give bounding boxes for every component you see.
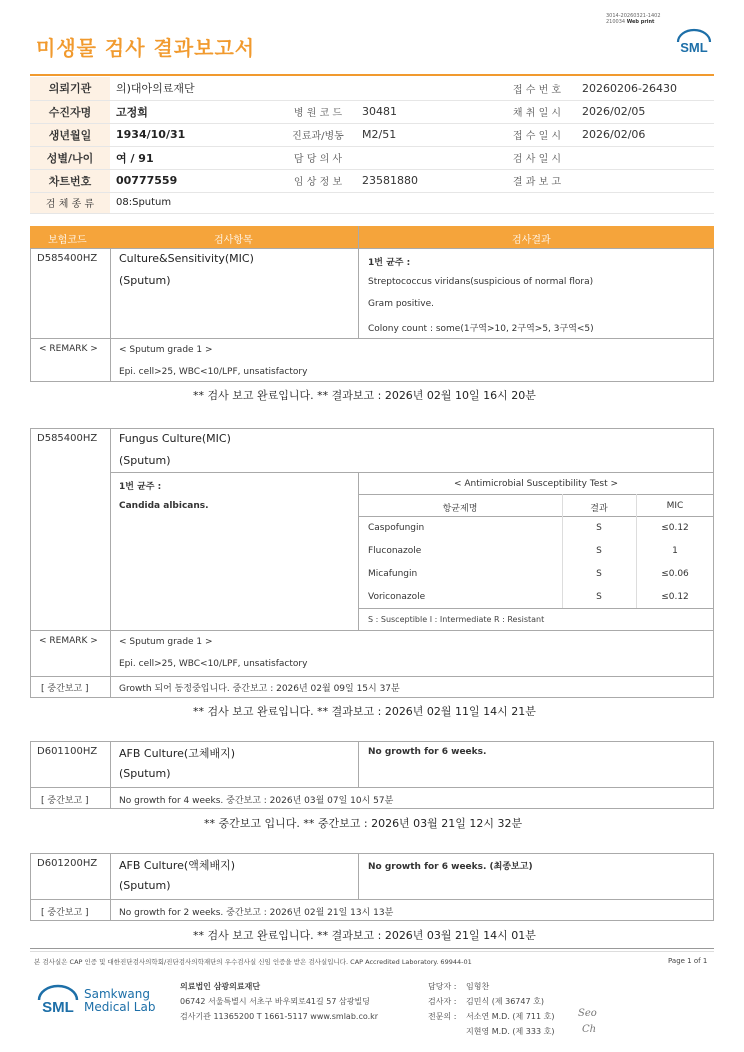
divider (30, 899, 714, 900)
block3-interim: No growth for 4 weeks. 중간보고 : 2026년 03월 07일 10시 57분 (119, 796, 394, 806)
block1-remark-label: < REMARK > (39, 344, 98, 354)
block3-item: AFB Culture(고체배지) (119, 747, 236, 760)
staff1-label: 담당자 : (428, 982, 457, 991)
value-referrer: 의)대아의료재단 (110, 77, 498, 100)
result-block-2 (30, 428, 714, 698)
ast-drug: Caspofungin (368, 523, 425, 533)
label-sex-age: 성별/나이 (30, 146, 110, 169)
ast-drug: Voriconazole (368, 592, 426, 602)
ast-drug: Micafungin (368, 569, 418, 579)
ast-drug: Fluconazole (368, 546, 422, 556)
value-doctor (356, 146, 498, 169)
label-hospital-code: 병 원 코 드 (280, 100, 356, 123)
page-number: Page 1 of 1 (668, 957, 708, 965)
divider (358, 472, 359, 630)
block2-organism: Candida albicans. (119, 501, 209, 511)
ast-mic: ≤0.06 (661, 569, 689, 579)
divider (110, 741, 111, 809)
patient-info-table (30, 77, 714, 214)
footer-rule (30, 951, 714, 952)
block2-remark-label: < REMARK > (39, 636, 98, 646)
value-receipt-no: 20260206-26430 (576, 77, 714, 100)
staff4-name: 지현영 M.D. (제 333 호) (466, 1027, 555, 1036)
org-name: 의료법인 삼광의료재단 (180, 982, 261, 991)
patient-row (30, 123, 714, 146)
label-result-report: 결 과 보 고 (498, 169, 576, 192)
footer-logo-text: SML (42, 999, 74, 1016)
value-hospital-code: 30481 (356, 100, 498, 123)
label-receipt-date: 접 수 일 시 (498, 123, 576, 146)
value-test-date (576, 146, 714, 169)
col-insurance-code: 보험코드 (48, 235, 87, 246)
ast-result: S (596, 592, 602, 602)
divider (110, 853, 111, 921)
label-test-date: 검 사 일 시 (498, 146, 576, 169)
block1-colony: Colony count : some(1구역>10, 2구역>5, 3구역<5) (368, 324, 594, 334)
ast-mic: ≤0.12 (661, 592, 689, 602)
value-patient-name: 고정희 (110, 100, 280, 123)
block3-specimen: (Sputum) (119, 767, 171, 780)
print-meta (606, 13, 661, 25)
sml-footer-logo (36, 980, 80, 1022)
block4-interim-label: [ 중간보고 ] (41, 908, 89, 918)
value-sex-age: 여 / 91 (110, 146, 280, 169)
block1-strain-label: 1번 균주 : (368, 258, 411, 268)
block1-item: Culture&Sensitivity(MIC) (119, 252, 254, 265)
block3-result: No growth for 6 weeks. (368, 747, 487, 757)
staff1-name: 임형찬 (466, 982, 490, 991)
divider (358, 608, 714, 609)
block2-specimen: (Sputum) (119, 454, 171, 467)
ast-title: < Antimicrobial Susceptibility Test > (454, 479, 618, 489)
ast-header-drug: 항균제명 (442, 504, 478, 514)
block1-organism: Streptococcus viridans(suspicious of normal flora) (368, 277, 594, 287)
block2-code: D585400HZ (37, 433, 98, 444)
divider (358, 853, 359, 899)
label-chart-no: 차트번호 (30, 169, 110, 192)
ast-mic: 1 (672, 546, 678, 556)
label-referrer: 의뢰기관 (30, 77, 110, 100)
block4-interim: No growth for 2 weeks. 중간보고 : 2026년 02월 21일 13시 13분 (119, 908, 394, 918)
block4-summary: ** 검사 보고 완료입니다. ** 결과보고 : 2026년 03월 21일 14시 01분 (193, 929, 536, 942)
block3-code: D601100HZ (37, 746, 98, 757)
patient-row (30, 77, 714, 100)
label-clinical-info: 임 상 정 보 (280, 169, 356, 192)
ast-result: S (596, 523, 602, 533)
block4-result: No growth for 6 weeks. (최종보고) (368, 862, 533, 872)
ast-result: S (596, 569, 602, 579)
divider (30, 338, 714, 339)
divider (358, 494, 714, 495)
divider (30, 787, 714, 788)
ast-result: S (596, 546, 602, 556)
block3-interim-label: [ 중간보고 ] (41, 796, 89, 806)
brand-line1: Samkwang (84, 987, 150, 1001)
patient-row (30, 146, 714, 169)
label-birthdate: 생년월일 (30, 123, 110, 146)
label-receipt-no: 접 수 번 호 (498, 77, 576, 100)
block2-summary: ** 검사 보고 완료입니다. ** 결과보고 : 2026년 02월 11일 14시 21분 (193, 705, 536, 718)
org-address: 06742 서울특별시 서초구 바우뫼로41길 57 삼광빌딩 (180, 997, 370, 1006)
label-collection-date: 채 취 일 시 (498, 100, 576, 123)
value-specimen: 08:Sputum (110, 192, 714, 213)
staff2-label: 검사자 : (428, 997, 457, 1006)
patient-row (30, 100, 714, 123)
patient-row (30, 192, 714, 213)
logo-text: SML (680, 40, 708, 55)
org-contact: 검사기관 11365200 T 1661-5117 www.smlab.co.kr (180, 1012, 379, 1021)
brand-name (84, 988, 155, 1014)
accreditation-text: 본 검사실은 CAP 인증 및 대한진단검사의학회/진단검사의학재단의 우수검사실 신임 인증을 받은 검사실입니다. CAP Accredited Laboratory. 69944-01 (34, 958, 472, 966)
value-result-report (576, 169, 714, 192)
block4-specimen: (Sputum) (119, 879, 171, 892)
col-test-result: 검사결과 (512, 235, 551, 246)
sml-logo (675, 28, 713, 58)
staff3-name: 서소연 M.D. (제 711 호) (466, 1012, 555, 1021)
print-label: Web print (626, 19, 655, 25)
ast-header-mic: MIC (666, 501, 684, 511)
block2-remark1: < Sputum grade 1 > (119, 637, 213, 647)
block3-summary: ** 중간보고 입니다. ** 중간보고 : 2026년 03월 21일 12시 32분 (204, 817, 523, 830)
block2-interim: Growth 되어 동정중입니다. 중간보고 : 2026년 02월 09일 15시 37분 (119, 684, 400, 694)
divider (358, 741, 359, 787)
header-rule (30, 74, 714, 76)
block1-remark2: Epi. cell>25, WBC<10/LPF, unsatisfactory (119, 367, 308, 377)
block4-code: D601200HZ (37, 858, 98, 869)
block2-remark2: Epi. cell>25, WBC<10/LPF, unsatisfactory (119, 659, 308, 669)
block1-specimen: (Sputum) (119, 274, 171, 287)
brand-line2: Medical Lab (84, 1000, 156, 1014)
value-birthdate: 1934/10/31 (110, 123, 280, 146)
divider (358, 226, 359, 338)
block2-interim-label: [ 중간보고 ] (41, 684, 89, 694)
ast-mic: ≤0.12 (661, 523, 689, 533)
patient-row (30, 169, 714, 192)
result-header-band (30, 226, 714, 248)
label-specimen: 검 체 종 류 (30, 192, 110, 213)
divider (30, 676, 714, 677)
ast-header-result: 결과 (590, 504, 608, 514)
divider (30, 630, 714, 631)
value-collection-date: 2026/02/05 (576, 100, 714, 123)
signature-1: Seo (578, 1008, 597, 1019)
label-department: 진료과/병동 (280, 123, 356, 146)
footer-rule (30, 948, 714, 949)
ast-legend: S : Susceptible I : Intermediate R : Resistant (368, 615, 545, 624)
col-test-item: 검사항목 (214, 235, 253, 246)
divider (110, 428, 111, 698)
print-code2: 210034 (606, 19, 626, 25)
print-code: 3014-20260321-1402 (606, 13, 661, 19)
block2-item: Fungus Culture(MIC) (119, 432, 231, 445)
value-chart-no: 00777559 (110, 169, 280, 192)
signature-2: Ch (582, 1024, 597, 1035)
result-block-1 (30, 248, 714, 382)
block1-code: D585400HZ (37, 253, 98, 264)
value-receipt-date: 2026/02/06 (576, 123, 714, 146)
label-patient-name: 수진자명 (30, 100, 110, 123)
block2-strain-label: 1번 균주 : (119, 482, 162, 492)
block4-item: AFB Culture(액체배지) (119, 859, 236, 872)
value-clinical-info: 23581880 (356, 169, 498, 192)
value-department: M2/51 (356, 123, 498, 146)
divider (110, 472, 714, 473)
staff3-label: 전문의 : (428, 1012, 457, 1021)
block1-gram: Gram positive. (368, 299, 434, 309)
block1-summary: ** 검사 보고 완료입니다. ** 결과보고 : 2026년 02월 10일 16시 20분 (193, 389, 536, 402)
block1-remark1: < Sputum grade 1 > (119, 345, 213, 355)
divider (358, 516, 714, 517)
staff2-name: 김민식 (제 36747 호) (466, 997, 544, 1006)
divider (110, 248, 111, 382)
label-doctor: 담 당 의 사 (280, 146, 356, 169)
report-title: 미생물 검사 결과보고서 (36, 36, 256, 60)
